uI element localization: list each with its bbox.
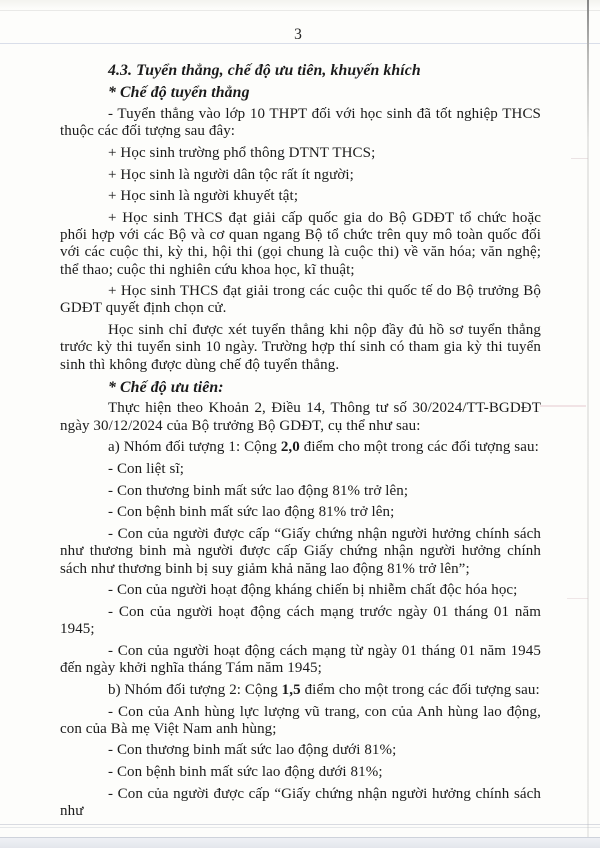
scan-right-edge-line [587,0,589,848]
group-b-item: - Con bệnh binh mất sức lao động dưới 81%; [108,764,383,781]
paragraph-ho-so: Học sinh chỉ được xét tuyển thẳng khi nộp đầy đủ hồ sơ tuyển thẳng trước kỳ thi tuyển sinh 10 ngày. Trường hợp thí sinh có tham gia kỳ thi tuyển sinh thì không được dùng chế độ tuyển thẳng. [60,322,541,373]
group-a-post: điểm cho một trong các đối tượng sau: [299,439,539,456]
bullet-item: + Học sinh trường phổ thông DTNT THCS; [108,144,376,161]
group-a-item: - Con bệnh binh mất sức lao động 81% trở lên; [108,504,395,521]
paragraph-thong-tu: Thực hiện theo Khoản 2, Điều 14, Thông tư số 30/2024/TT-BGDĐT ngày 30/12/2024 của Bộ trưởng Bộ GDĐT, cụ thể như sau: [60,400,541,434]
paragraph-tuyen-thang-intro: - Tuyển thẳng vào lớp 10 THPT đối với học sinh đã tốt nghiệp THCS thuộc các đối tượng sau đây: [60,105,541,140]
group-a-item: - Con của người hoạt động cách mạng trước ngày 01 tháng 01 năm 1945; [60,603,541,638]
group-b-item: - Con của người được cấp “Giấy chứng nhận người hưởng chính sách như [60,785,541,820]
bullet-item: + Học sinh THCS đạt giải trong các cuộc thi quốc tế do Bộ trưởng Bộ GDĐT quyết định chọn cử. [60,283,541,317]
group-a-item: - Con của người hoạt động cách mạng từ ngày 01 tháng 01 năm 1945 đến ngày khởi nghĩa tháng Tám năm 1945; [60,642,541,677]
group-b-points: 1,5 [281,681,301,698]
group-a-item: - Con thương binh mất sức lao động 81% trở lên; [108,482,409,499]
bullet-item: + Học sinh là người khuyết tật; [108,188,299,205]
bullet-item: + Học sinh là người dân tộc rất ít người; [108,166,354,183]
bullet-item: + Học sinh THCS đạt giải cấp quốc gia do Bộ GDĐT tổ chức hoặc phối hợp với các Bộ và cơ quan ngang Bộ tổ chức trên quy mô toàn quốc đối với các cuộc thi, kỳ thi, hội thi (gọi chung là cuộc thi) về văn hóa; văn nghệ; thể thao; cuộc thi nghiên cứu khoa học, kĩ thuật; [60,209,541,278]
group-a-item: - Con của người được cấp “Giấy chứng nhận người hưởng chính sách như thương binh mà người được cấp Giấy chứng nhận người hưởng chính sách như thương binh bị suy giảm khả năng lao động 81% trở lên”; [60,526,541,577]
scan-artifact-dash [567,598,588,599]
subheading-tuyen-thang: * Chế độ tuyển thẳng [108,84,250,102]
group-b-item: - Con của Anh hùng lực lượng vũ trang, con của Anh hùng lao động, con của Bà mẹ Việt Nam anh hùng; [60,703,541,737]
section-heading: 4.3. Tuyển thẳng, chế độ ưu tiên, khuyến khích [108,62,421,79]
scan-bottom-band [0,837,600,848]
group-a-item: - Con liệt sĩ; [108,461,184,478]
scan-artifact-dash [571,158,588,159]
group-b-pre: b) Nhóm đối tượng 2: Cộng [108,681,282,698]
group-b-item: - Con thương binh mất sức lao động dưới 81%; [108,742,397,759]
scan-rule-line [0,43,600,44]
scan-bottom-line [0,827,600,828]
group-b-post: điểm cho một trong các đối tượng sau: [300,681,540,698]
group-a-heading [60,439,541,456]
group-a-pre: a) Nhóm đối tượng 1: Cộng [108,439,281,456]
subheading-uu-tien: * Chế độ ưu tiên: [108,378,224,396]
scan-artifact-dash [540,405,586,407]
group-b-heading [60,682,541,699]
document-body [60,62,541,820]
scan-bottom-line [0,824,600,825]
scan-line-top [0,10,600,11]
group-a-points: 2,0 [280,439,300,456]
page-number: 3 [294,26,302,43]
scan-top-shade [0,0,600,9]
group-a-item: - Con của người hoạt động kháng chiến bị nhiễm chất độc hóa học; [108,582,518,599]
